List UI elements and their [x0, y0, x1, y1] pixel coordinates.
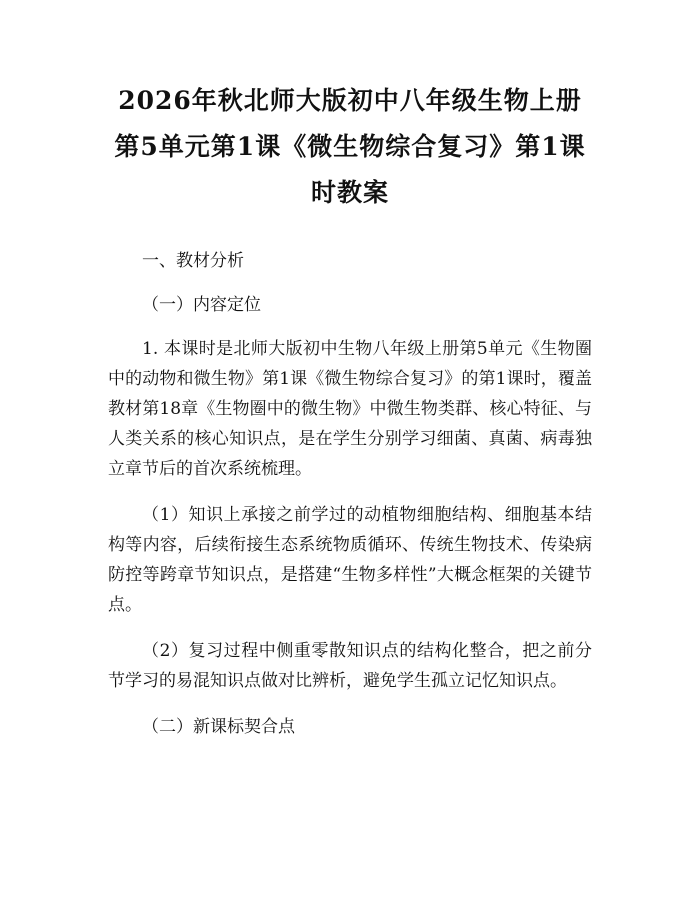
subsection-heading-content-positioning: （一）内容定位 [142, 295, 261, 315]
document-title: 2026年秋北师大版初中八年级生物上册第5单元第1课《微生物综合复习》第1课时教案 [114, 86, 586, 207]
subsection-heading-curriculum-standard-alignment: （二）新课标契合点 [142, 717, 295, 737]
paragraph-knowledge-connection: （1）知识上承接之前学过的动植物细胞结构、细胞基本结构等内容，后续衔接生态系统物质循环、传统生物技术、传染病防控等跨章节知识点，是搭建“生物多样性”大概念框架的关键节点。 [108, 505, 592, 615]
paragraph-lesson-overview: 1. 本课时是北师大版初中生物八年级上册第5单元《生物圈中的动物和微生物》第1课《微生物综合复习》的第1课时，覆盖教材第18章《生物圈中的微生物》中微生物类群、核心特征、与人类关系的核心知识点，是在学生分别学习细菌、真菌、病毒独立章节后的首次系统梳理。 [108, 339, 592, 479]
paragraph-review-focus: （2）复习过程中侧重零散知识点的结构化整合，把之前分节学习的易混知识点做对比辨析，避免学生孤立记忆知识点。 [108, 641, 592, 691]
section-heading-teaching-material-analysis: 一、教材分析 [142, 251, 244, 271]
